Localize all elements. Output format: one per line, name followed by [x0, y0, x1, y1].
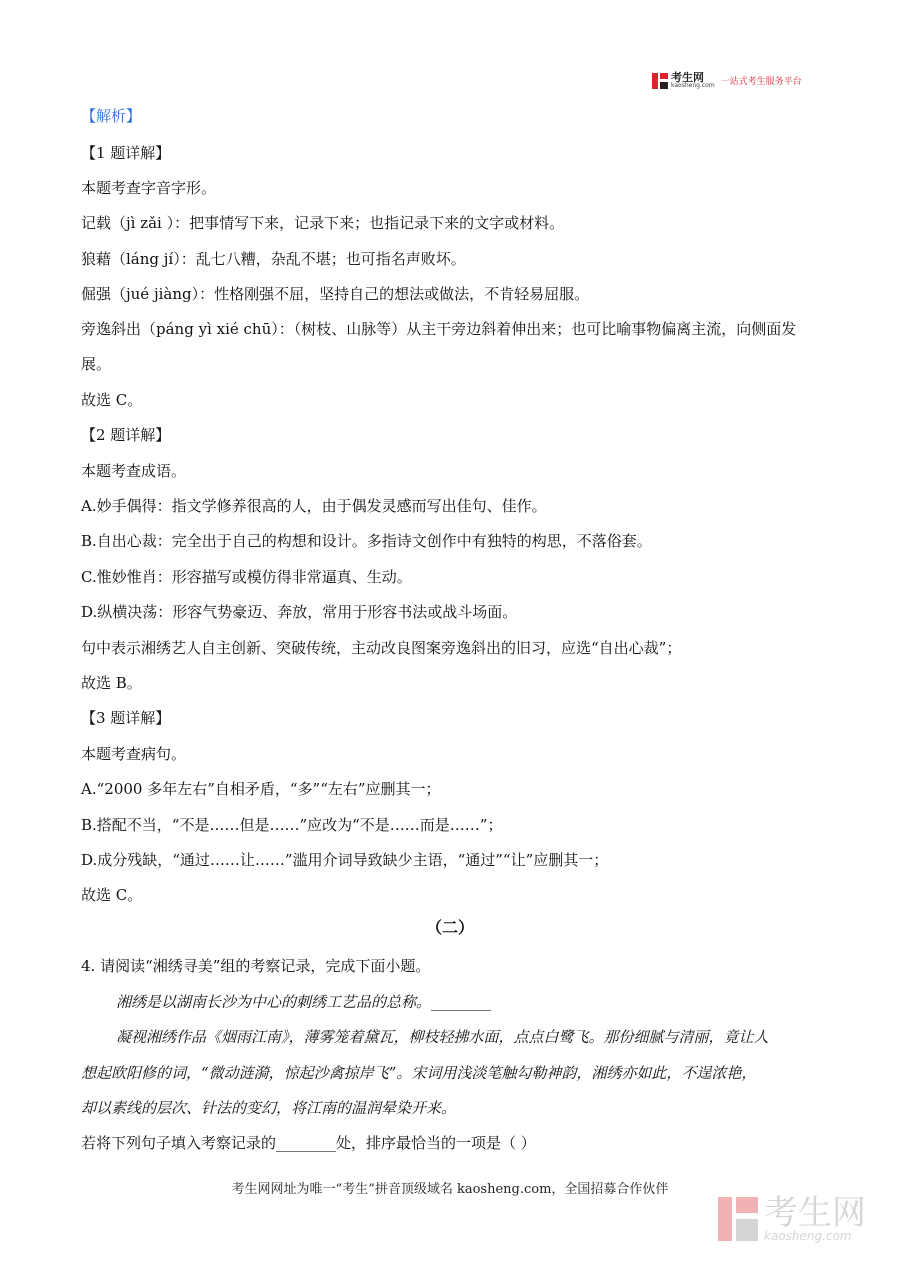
footer-text: 考生网网址为唯一“考生”拼音顶级域名 kaosheng.com，全国招募合作伙伴	[231, 1182, 669, 1197]
option-d: D.纵横决荡：形容气势豪迈、奔放，常用于形容书法或战斗场面。	[81, 603, 518, 621]
section-title: （二）	[425, 918, 474, 937]
watermark-name: 考生网	[764, 1193, 866, 1233]
text-line: 展。	[81, 355, 112, 373]
option-b: B.自出心裁：完全出于自己的构想和设计。多指诗文创作中有独特的构思，不落俗套。	[81, 532, 652, 550]
passage-line: 凝视湘绣作品《烟雨江南》，薄雾笼着黛瓦，柳枝轻拂水面，点点白鹭飞。那份细腻与清丽，竟让人	[116, 1028, 769, 1046]
header-logo	[652, 72, 802, 89]
text-line: B.搭配不当，“不是……但是……”应改为“不是……而是……”；	[81, 816, 503, 834]
text-line: 故选 C。	[81, 886, 143, 904]
text-line: 故选 B。	[81, 674, 142, 692]
watermark	[718, 1193, 866, 1243]
logo-domain: kaosheng.com	[671, 82, 715, 89]
logo-name: 考生网	[671, 71, 704, 84]
text-line: 旁逸斜出（páng yì xié chū）：（树枝、山脉等）从主干旁边斜着伸出来；也可比喻事物偏离主流，向侧面发	[81, 320, 797, 338]
text-line: A.“2000 多年左右”自相矛盾，“多”“左右”应删其一；	[81, 780, 441, 798]
analysis-heading: 【解析】	[81, 107, 142, 125]
watermark-logo-icon	[718, 1197, 758, 1241]
text-line: 句中表示湘绣艺人自主创新、突破传统，主动改良图案旁逸斜出的旧习，应选“自出心裁”；	[81, 639, 682, 657]
logo-slogan: 一站式考生服务平台	[720, 77, 802, 87]
text-line: 故选 C。	[81, 391, 143, 409]
question-4: 4. 请阅读“湘绣寻美”组的考察记录，完成下面小题。	[81, 957, 431, 975]
text-line: 倔强（jué jiàng）：性格刚强不屈，坚持自己的想法或做法，不肯轻易屈服。	[81, 285, 590, 303]
passage-line: 想起欧阳修的词，“微动涟漪，惊起沙禽掠岸飞”。宋词用浅淡笔触勾勒神韵，湘绣亦如此，不逞浓艳，	[81, 1064, 757, 1082]
q2-heading: 【2 题详解】	[81, 426, 171, 444]
text-line: 本题考查病句。	[81, 745, 187, 763]
passage-line: 却以素线的层次、针法的变幻，将江南的温润晕染开来。	[81, 1099, 457, 1117]
question-prompt: 若将下列句子填入考察记录的________处，排序最恰当的一项是（ ）	[81, 1134, 536, 1152]
text-line: 狼藉（láng jí）：乱七八糟，杂乱不堪；也可指名声败坏。	[81, 250, 466, 268]
kaosheng-logo-icon	[652, 73, 668, 89]
watermark-domain: kaosheng.com	[764, 1229, 852, 1243]
text-line: 本题考查成语。	[81, 462, 187, 480]
option-c: C.惟妙惟肖：形容描写或模仿得非常逼真、生动。	[81, 568, 412, 586]
text-line: 记载（jì zǎi ）：把事情写下来，记录下来；也指记录下来的文字或材料。	[81, 214, 565, 232]
text-line: D.成分残缺，“通过……让……”滥用介词导致缺少主语，“通过”“让”应删其一；	[81, 851, 609, 869]
passage-line: 湘绣是以湖南长沙为中心的刺绣工艺品的总称。________	[116, 993, 492, 1011]
q1-heading: 【1 题详解】	[81, 144, 171, 162]
q3-heading: 【3 题详解】	[81, 709, 171, 727]
option-a: A.妙手偶得：指文学修养很高的人，由于偶发灵感而写出佳句、佳作。	[81, 497, 547, 515]
text-line: 本题考查字音字形。	[81, 179, 217, 197]
